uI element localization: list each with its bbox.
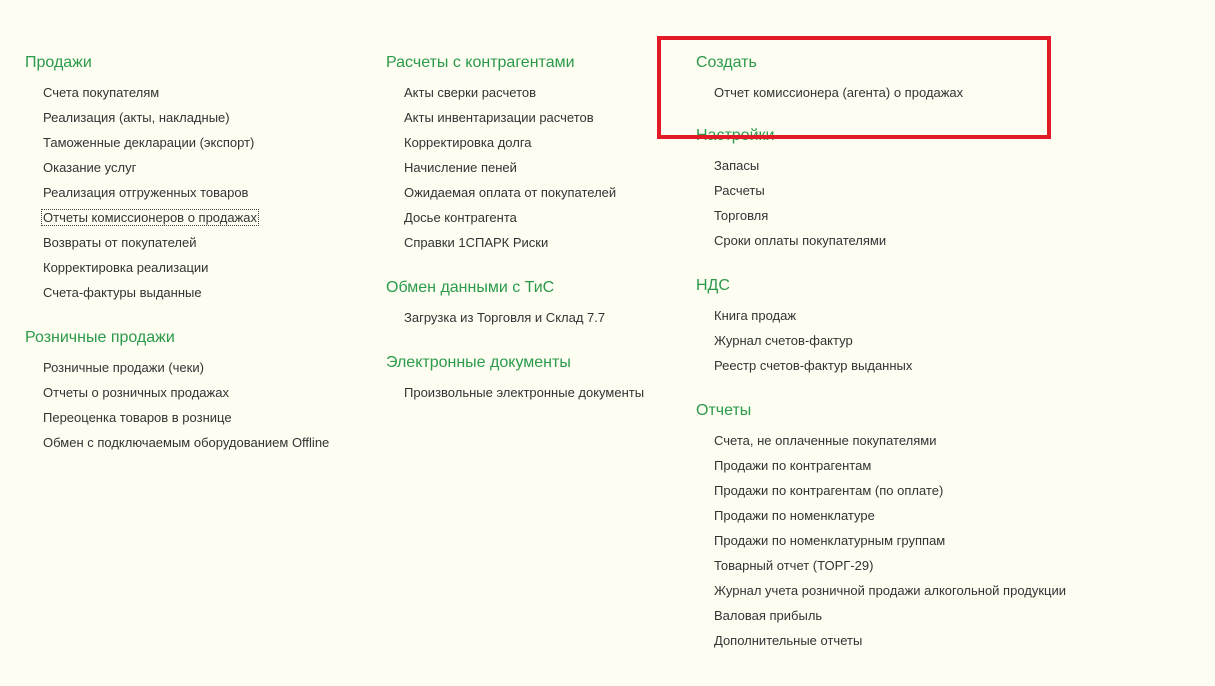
link-customs-declarations-export[interactable]: Таможенные декларации (экспорт) [43, 135, 255, 150]
link-load-from-trade-warehouse[interactable]: Загрузка из Торговля и Склад 7.7 [404, 310, 606, 325]
section-tis-exchange [386, 277, 676, 330]
link-penalty-accrual[interactable]: Начисление пеней [404, 160, 517, 175]
link-report-torg-29[interactable]: Товарный отчет (ТОРГ-29) [714, 558, 874, 573]
link-report-additional[interactable]: Дополнительные отчеты [714, 633, 863, 648]
section-title-retail-sales: Розничные продажи [25, 329, 175, 346]
link-customer-returns[interactable]: Возвраты от покупателей [43, 235, 197, 250]
link-debt-adjustment[interactable]: Корректировка долга [404, 135, 532, 150]
section-counterparty-settlements [386, 52, 676, 255]
link-invoice-journal[interactable]: Журнал счетов-фактур [714, 333, 853, 348]
link-create-commissioner-report[interactable]: Отчет комиссионера (агента) о продажах [714, 85, 964, 100]
section-settings [696, 125, 1196, 253]
link-report-alcohol-journal[interactable]: Журнал учета розничной продажи алкогольной продукции [714, 583, 1067, 598]
link-reconciliation-acts[interactable]: Акты сверки расчетов [404, 85, 537, 100]
section-create [696, 52, 1196, 105]
link-retail-revaluation[interactable]: Переоценка товаров в рознице [43, 410, 232, 425]
link-sales-acts-waybills[interactable]: Реализация (акты, накладные) [43, 110, 230, 125]
section-reports [696, 400, 1196, 653]
link-report-sales-by-counterparty-payment[interactable]: Продажи по контрагентам (по оплате) [714, 483, 944, 498]
link-counterparty-dossier[interactable]: Досье контрагента [404, 210, 517, 225]
section-title-vat: НДС [696, 277, 730, 294]
link-report-sales-by-nomenclature-group[interactable]: Продажи по номенклатурным группам [714, 533, 946, 548]
link-inventory-acts[interactable]: Акты инвентаризации расчетов [404, 110, 594, 125]
section-title-electronic-documents: Электронные документы [386, 354, 571, 371]
link-report-gross-profit[interactable]: Валовая прибыль [714, 608, 823, 623]
link-issued-invoices[interactable]: Счета-фактуры выданные [43, 285, 202, 300]
section-title-tis-exchange: Обмен данными с ТиС [386, 279, 555, 296]
link-settings-settlements[interactable]: Расчеты [714, 183, 765, 198]
section-title-reports: Отчеты [696, 402, 752, 419]
link-customer-invoices[interactable]: Счета покупателям [43, 85, 160, 100]
link-report-sales-by-nomenclature[interactable]: Продажи по номенклатуре [714, 508, 875, 523]
link-services-rendered[interactable]: Оказание услуг [43, 160, 137, 175]
column-sales [25, 52, 365, 477]
section-sales [25, 52, 365, 305]
link-settings-stocks[interactable]: Запасы [714, 158, 760, 173]
link-retail-sales-receipts[interactable]: Розничные продажи (чеки) [43, 360, 204, 375]
link-arbitrary-edocuments[interactable]: Произвольные электронные документы [404, 385, 645, 400]
link-shipped-goods-sales[interactable]: Реализация отгруженных товаров [43, 185, 249, 200]
section-title-create: Создать [696, 54, 757, 71]
link-sales-book[interactable]: Книга продаж [714, 308, 797, 323]
section-title-settings: Настройки [696, 127, 775, 144]
link-offline-equipment-exchange[interactable]: Обмен с подключаемым оборудованием Offline [43, 435, 330, 450]
link-commissioner-reports[interactable]: Отчеты комиссионеров о продажах [43, 210, 257, 225]
link-issued-invoice-register[interactable]: Реестр счетов-фактур выданных [714, 358, 913, 373]
section-vat [696, 275, 1196, 378]
section-retail-sales [25, 327, 365, 455]
link-sales-adjustment[interactable]: Корректировка реализации [43, 260, 209, 275]
column-create-settings-reports [696, 52, 1196, 675]
link-expected-payment[interactable]: Ожидаемая оплата от покупателей [404, 185, 617, 200]
section-title-counterparty-settlements: Расчеты с контрагентами [386, 54, 575, 71]
link-report-unpaid-invoices[interactable]: Счета, не оплаченные покупателями [714, 433, 937, 448]
section-title-sales: Продажи [25, 54, 92, 71]
link-settings-trade[interactable]: Торговля [714, 208, 769, 223]
link-settings-payment-terms[interactable]: Сроки оплаты покупателями [714, 233, 887, 248]
section-electronic-documents [386, 352, 676, 405]
link-retail-sales-reports[interactable]: Отчеты о розничных продажах [43, 385, 229, 400]
link-report-sales-by-counterparty[interactable]: Продажи по контрагентам [714, 458, 872, 473]
link-spark-risks[interactable]: Справки 1СПАРК Риски [404, 235, 549, 250]
column-settlements [386, 52, 676, 427]
